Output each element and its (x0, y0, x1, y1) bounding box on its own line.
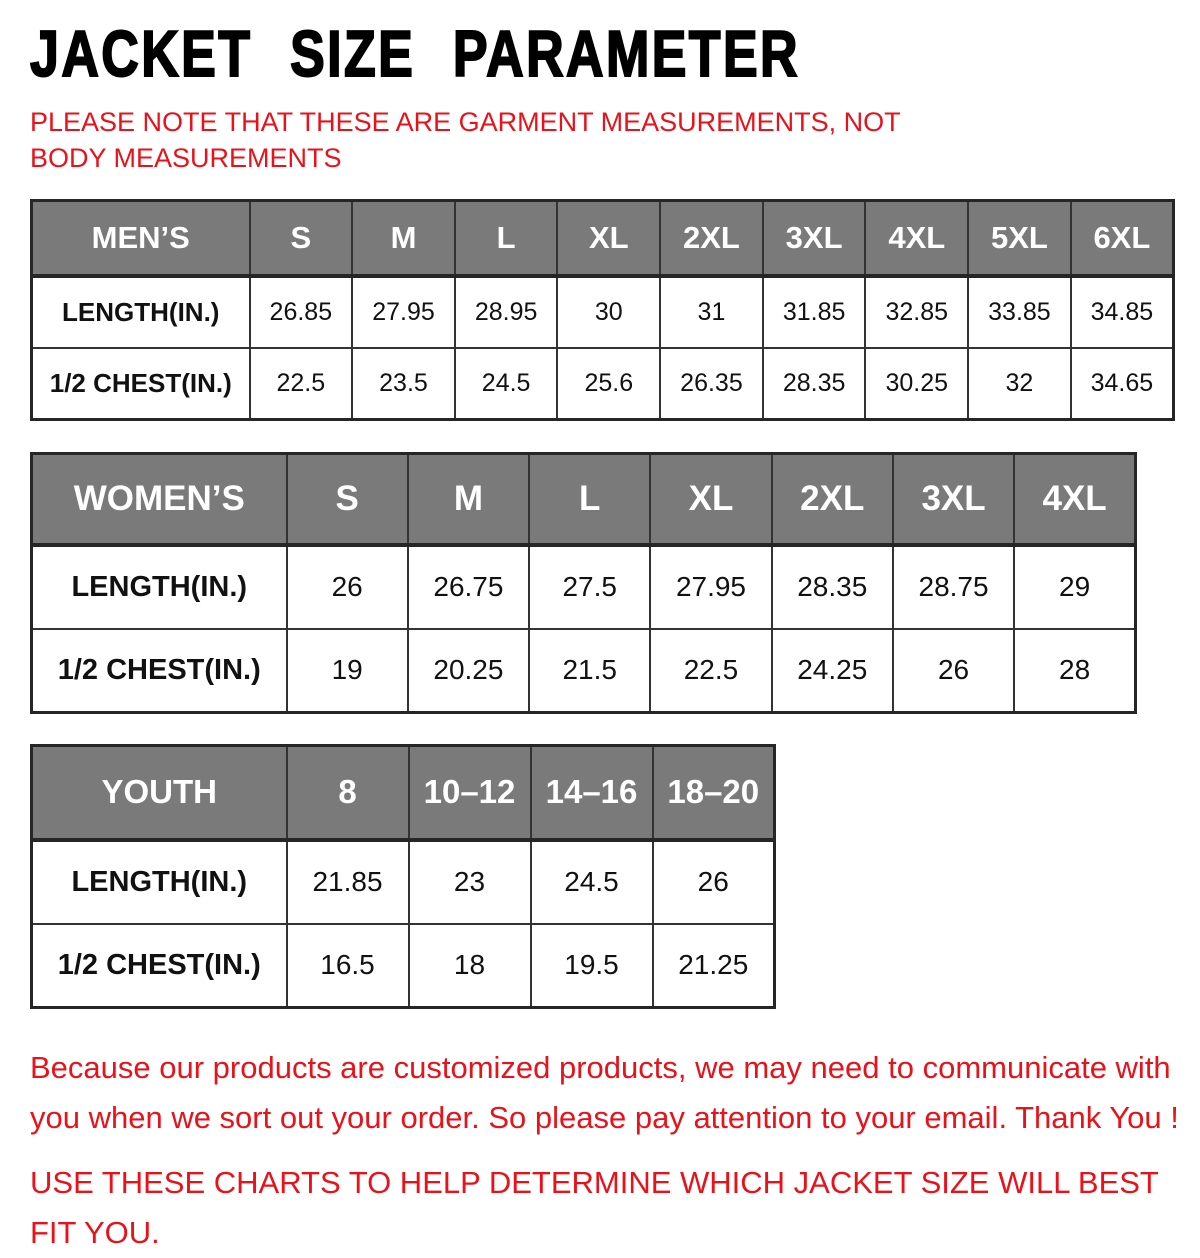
women-table-title-cell: WOMEN’S (32, 454, 287, 545)
size-value-cell: 31 (660, 276, 763, 348)
size-column-header: 3XL (893, 454, 1014, 545)
size-value-cell: 30.25 (865, 348, 968, 420)
size-value-cell: 34.85 (1071, 276, 1174, 348)
youth-table-title-cell: YOUTH (32, 746, 287, 840)
garment-measurement-note: PLEASE NOTE THAT THESE ARE GARMENT MEASUREMENTS, NOT BODY MEASUREMENTS (30, 106, 901, 173)
size-value-cell: 27.95 (650, 545, 771, 629)
size-value-cell: 16.5 (287, 924, 409, 1008)
size-column-header: 4XL (865, 201, 968, 276)
size-value-cell: 29 (1014, 545, 1135, 629)
size-value-cell: 24.25 (772, 629, 893, 713)
size-value-cell: 28.75 (893, 545, 1014, 629)
size-column-header: 6XL (1071, 201, 1174, 276)
size-column-header: M (408, 454, 529, 545)
size-column-header: 14–16 (531, 746, 653, 840)
size-value-cell: 26.85 (250, 276, 353, 348)
size-column-header: L (529, 454, 650, 545)
size-value-cell: 31.85 (763, 276, 866, 348)
size-value-cell: 23 (409, 840, 531, 924)
table-row (32, 545, 1136, 629)
men-size-table (30, 199, 1175, 421)
size-value-cell: 30 (557, 276, 660, 348)
size-value-cell: 24.5 (455, 348, 558, 420)
size-column-header: L (455, 201, 558, 276)
measurement-row-label: LENGTH(IN.) (32, 545, 287, 629)
size-column-header: 2XL (660, 201, 763, 276)
size-value-cell: 20.25 (408, 629, 529, 713)
size-column-header: S (250, 201, 353, 276)
size-value-cell: 26.35 (660, 348, 763, 420)
size-value-cell: 21.25 (653, 924, 775, 1008)
table-row (32, 276, 1174, 348)
size-column-header: 5XL (968, 201, 1071, 276)
size-value-cell: 21.5 (529, 629, 650, 713)
size-value-cell: 28 (1014, 629, 1135, 713)
women-size-table (30, 452, 1137, 714)
size-value-cell: 26 (653, 840, 775, 924)
size-value-cell: 32.85 (865, 276, 968, 348)
size-column-header: M (352, 201, 455, 276)
footer-usage-note: USE THESE CHARTS TO HELP DETERMINE WHICH JACKET SIZE WILL BEST FIT YOU. (30, 1165, 1159, 1250)
size-value-cell: 18 (409, 924, 531, 1008)
size-value-cell: 26 (893, 629, 1014, 713)
size-column-header: 8 (287, 746, 409, 840)
size-value-cell: 28.35 (763, 348, 866, 420)
size-value-cell: 28.95 (455, 276, 558, 348)
size-value-cell: 22.5 (250, 348, 353, 420)
size-value-cell: 33.85 (968, 276, 1071, 348)
measurement-row-label: LENGTH(IN.) (32, 840, 287, 924)
measurement-row-label: 1/2 CHEST(IN.) (32, 348, 250, 420)
size-value-cell: 28.35 (772, 545, 893, 629)
size-column-header: 10–12 (409, 746, 531, 840)
table-row (32, 924, 775, 1008)
measurement-row-label: LENGTH(IN.) (32, 276, 250, 348)
table-row (32, 348, 1174, 420)
measurement-row-label: 1/2 CHEST(IN.) (32, 924, 287, 1008)
size-column-header: 3XL (763, 201, 866, 276)
size-value-cell: 23.5 (352, 348, 455, 420)
men-table-title-cell: MEN’S (32, 201, 250, 276)
size-value-cell: 19.5 (531, 924, 653, 1008)
size-value-cell: 26.75 (408, 545, 529, 629)
size-value-cell: 34.65 (1071, 348, 1174, 420)
size-column-header: 4XL (1014, 454, 1135, 545)
size-value-cell: 24.5 (531, 840, 653, 924)
size-tables-section (30, 199, 1170, 1009)
footer-communication-note: Because our products are customized products, we may need to communicate with you when we sort out your order. So please pay attention to your email. Thank You ! (30, 1050, 1179, 1135)
measurement-row-label: 1/2 CHEST(IN.) (32, 629, 287, 713)
size-value-cell: 25.6 (557, 348, 660, 420)
size-value-cell: 19 (287, 629, 408, 713)
footer-notes (30, 1043, 1180, 1257)
table-row (32, 840, 775, 924)
size-column-header: 18–20 (653, 746, 775, 840)
size-value-cell: 27.95 (352, 276, 455, 348)
size-value-cell: 21.85 (287, 840, 409, 924)
size-column-header: S (287, 454, 408, 545)
table-row (32, 629, 1136, 713)
size-value-cell: 26 (287, 545, 408, 629)
youth-size-table (30, 744, 776, 1009)
page-title: JACKET SIZE PARAMETER (30, 17, 800, 90)
size-column-header: XL (650, 454, 771, 545)
size-column-header: 2XL (772, 454, 893, 545)
size-value-cell: 32 (968, 348, 1071, 420)
size-value-cell: 27.5 (529, 545, 650, 629)
size-column-header: XL (557, 201, 660, 276)
size-value-cell: 22.5 (650, 629, 771, 713)
